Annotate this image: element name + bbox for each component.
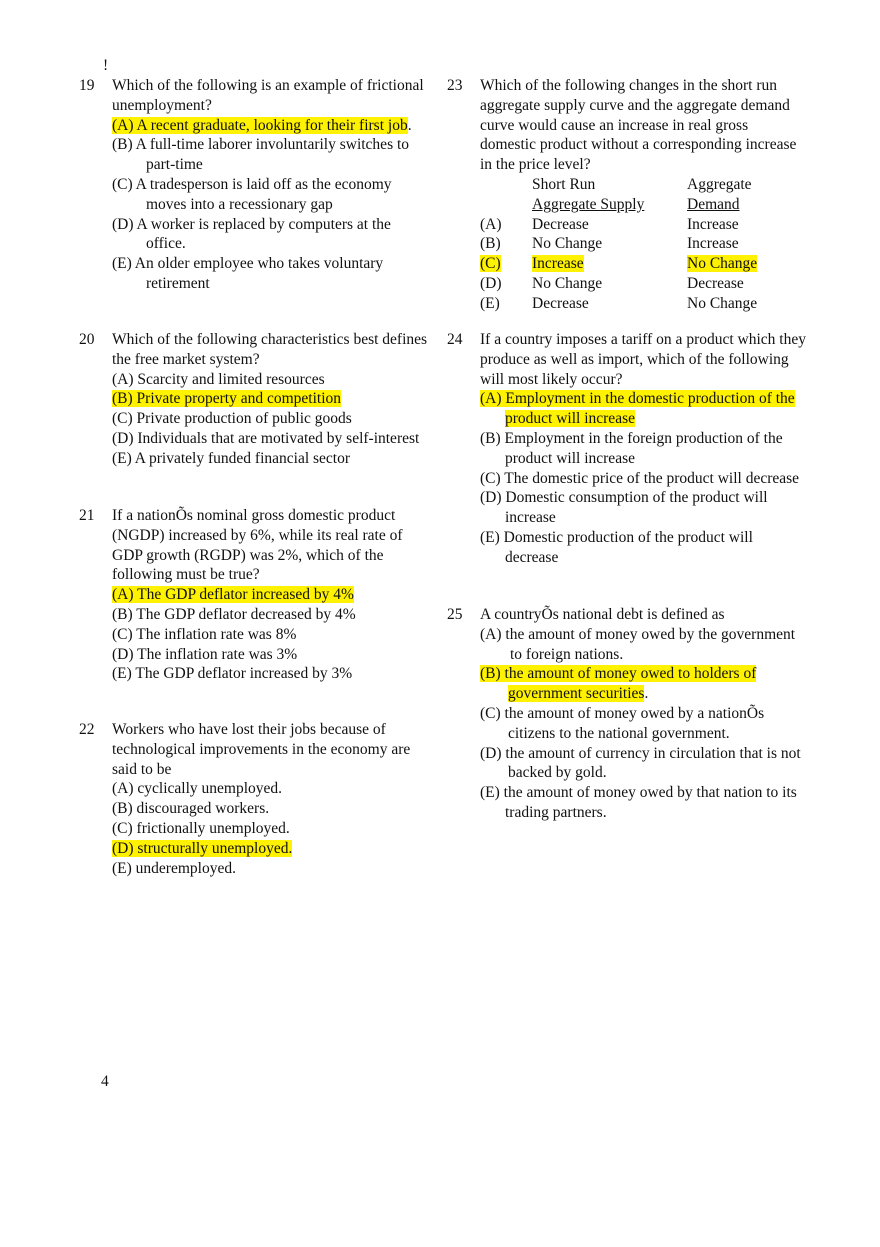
option-a: (A) cyclically unemployed. bbox=[112, 780, 283, 798]
option-a bbox=[112, 585, 434, 605]
option-d: (D) Domestic consumption of the product will increase bbox=[480, 489, 768, 527]
question-number: 20 bbox=[79, 331, 95, 348]
option-d: (D) the amount of currency in circulation that is not backed by gold. bbox=[480, 744, 801, 782]
option-e: (E) An older employee who takes voluntary retirement bbox=[112, 255, 384, 292]
question-23 bbox=[447, 76, 807, 314]
option-a bbox=[480, 389, 807, 429]
option-e: (E) Domestic production of the product will decrease bbox=[480, 528, 753, 566]
table-row: (A) Decrease Increase bbox=[480, 215, 739, 233]
option-e: (E) the amount of money owed by that nation to its trading partners. bbox=[480, 784, 797, 821]
option-b bbox=[112, 389, 434, 409]
table-row: (E) Decrease No Change bbox=[480, 294, 758, 312]
table-row: (B) No Change Increase bbox=[480, 235, 739, 253]
option-a: (A) A recent graduate, looking for their first job. bbox=[112, 116, 412, 134]
option-e: (E) A privately funded financial sector bbox=[112, 449, 351, 467]
option-b: (B) Employment in the foreign production of the product will increase bbox=[480, 429, 783, 467]
sras-header: Aggregate Supply bbox=[532, 195, 645, 213]
option-c: (C) A tradesperson is laid off as the economy moves into a recessionary gap bbox=[112, 175, 392, 213]
question-stem: Which of the following changes in the short run aggregate supply curve and the aggregate demand curve would cause an increase in real gross domestic product without a corresponding increase in the price level? bbox=[480, 77, 797, 174]
option-b: (B) discouraged workers. bbox=[112, 800, 270, 818]
table-header-row bbox=[480, 195, 787, 215]
answer-highlight: No Change bbox=[687, 255, 758, 273]
question-stem: If a country imposes a tariff on a product which they produce as well as import, which of the following will most likely occur? bbox=[480, 331, 806, 388]
question-number: 19 bbox=[79, 77, 95, 94]
question-24 bbox=[447, 330, 807, 568]
option-d bbox=[112, 839, 434, 859]
answer-highlight: (C) bbox=[480, 255, 501, 273]
answer-highlight: (B) Private property and competition bbox=[112, 390, 341, 408]
question-19 bbox=[79, 76, 434, 294]
answer-highlight: (A) Employment in the domestic production of the product will increase bbox=[480, 390, 795, 428]
question-number: 24 bbox=[447, 331, 463, 348]
question-number: 23 bbox=[447, 77, 463, 94]
answer-highlight: (D) structurally unemployed. bbox=[112, 839, 293, 857]
question-stem: Which of the following is an example of frictional unemployment? bbox=[112, 77, 424, 114]
ad-header: Aggregate bbox=[687, 175, 752, 193]
question-21 bbox=[79, 506, 434, 684]
question-20 bbox=[79, 330, 434, 469]
option-b: (B) A full-time laborer involuntarily switches to part-time bbox=[112, 136, 410, 174]
top-mark: ! bbox=[103, 57, 109, 74]
option-d: (D) Individuals that are motivated by self-interest bbox=[112, 429, 420, 447]
question-number: 22 bbox=[79, 721, 95, 738]
answer-table bbox=[480, 175, 787, 314]
answer-highlight: (A) The GDP deflator increased by 4% bbox=[112, 586, 354, 604]
question-stem: Which of the following characteristics best defines the free market system? bbox=[112, 331, 428, 368]
option-a: (A) Scarcity and limited resources bbox=[112, 370, 325, 388]
question-stem: Workers who have lost their jobs because of technological improvements in the economy are said to be bbox=[112, 721, 411, 778]
answer-highlight: (B) the amount of money owed to holders of government securities bbox=[480, 665, 757, 703]
question-22 bbox=[79, 720, 434, 878]
question-stem: If a nationÕs nominal gross domestic product (NGDP) increased by 6%, while its real rate of GDP growth (RGDP) was 2%, which of the following must be true? bbox=[112, 507, 403, 584]
sras-header: Short Run bbox=[532, 175, 596, 193]
option-a: (A) the amount of money owed by the government to foreign nations. bbox=[480, 625, 796, 663]
option-b: (B) The GDP deflator decreased by 4% bbox=[112, 605, 356, 623]
question-number: 21 bbox=[79, 507, 95, 524]
question-25 bbox=[447, 605, 807, 823]
question-stem: A countryÕs national debt is defined as bbox=[480, 606, 725, 623]
ad-header: Demand bbox=[687, 195, 740, 213]
question-number: 25 bbox=[447, 606, 463, 623]
option-c: (C) frictionally unemployed. bbox=[112, 819, 290, 837]
table-row bbox=[480, 254, 787, 274]
answer-highlight: (A) A recent graduate, looking for their first job bbox=[112, 116, 408, 134]
option-e: (E) underemployed. bbox=[112, 859, 236, 877]
option-c: (C) The domestic price of the product will decrease bbox=[480, 469, 800, 487]
option-d: (D) The inflation rate was 3% bbox=[112, 645, 298, 663]
option-b: (B) the amount of money owed to holders of government securities. bbox=[480, 665, 757, 703]
page-number: 4 bbox=[101, 1073, 109, 1090]
option-d: (D) A worker is replaced by computers at the office. bbox=[112, 215, 391, 253]
option-c: (C) the amount of money owed by a nationÕs citizens to the national government. bbox=[480, 704, 765, 742]
table-header-row bbox=[480, 175, 787, 195]
option-c: (C) The inflation rate was 8% bbox=[112, 625, 297, 643]
table-row: (D) No Change Decrease bbox=[480, 274, 744, 292]
option-e: (E) The GDP deflator increased by 3% bbox=[112, 665, 353, 683]
answer-highlight: Increase bbox=[532, 255, 584, 273]
option-c: (C) Private production of public goods bbox=[112, 410, 352, 428]
